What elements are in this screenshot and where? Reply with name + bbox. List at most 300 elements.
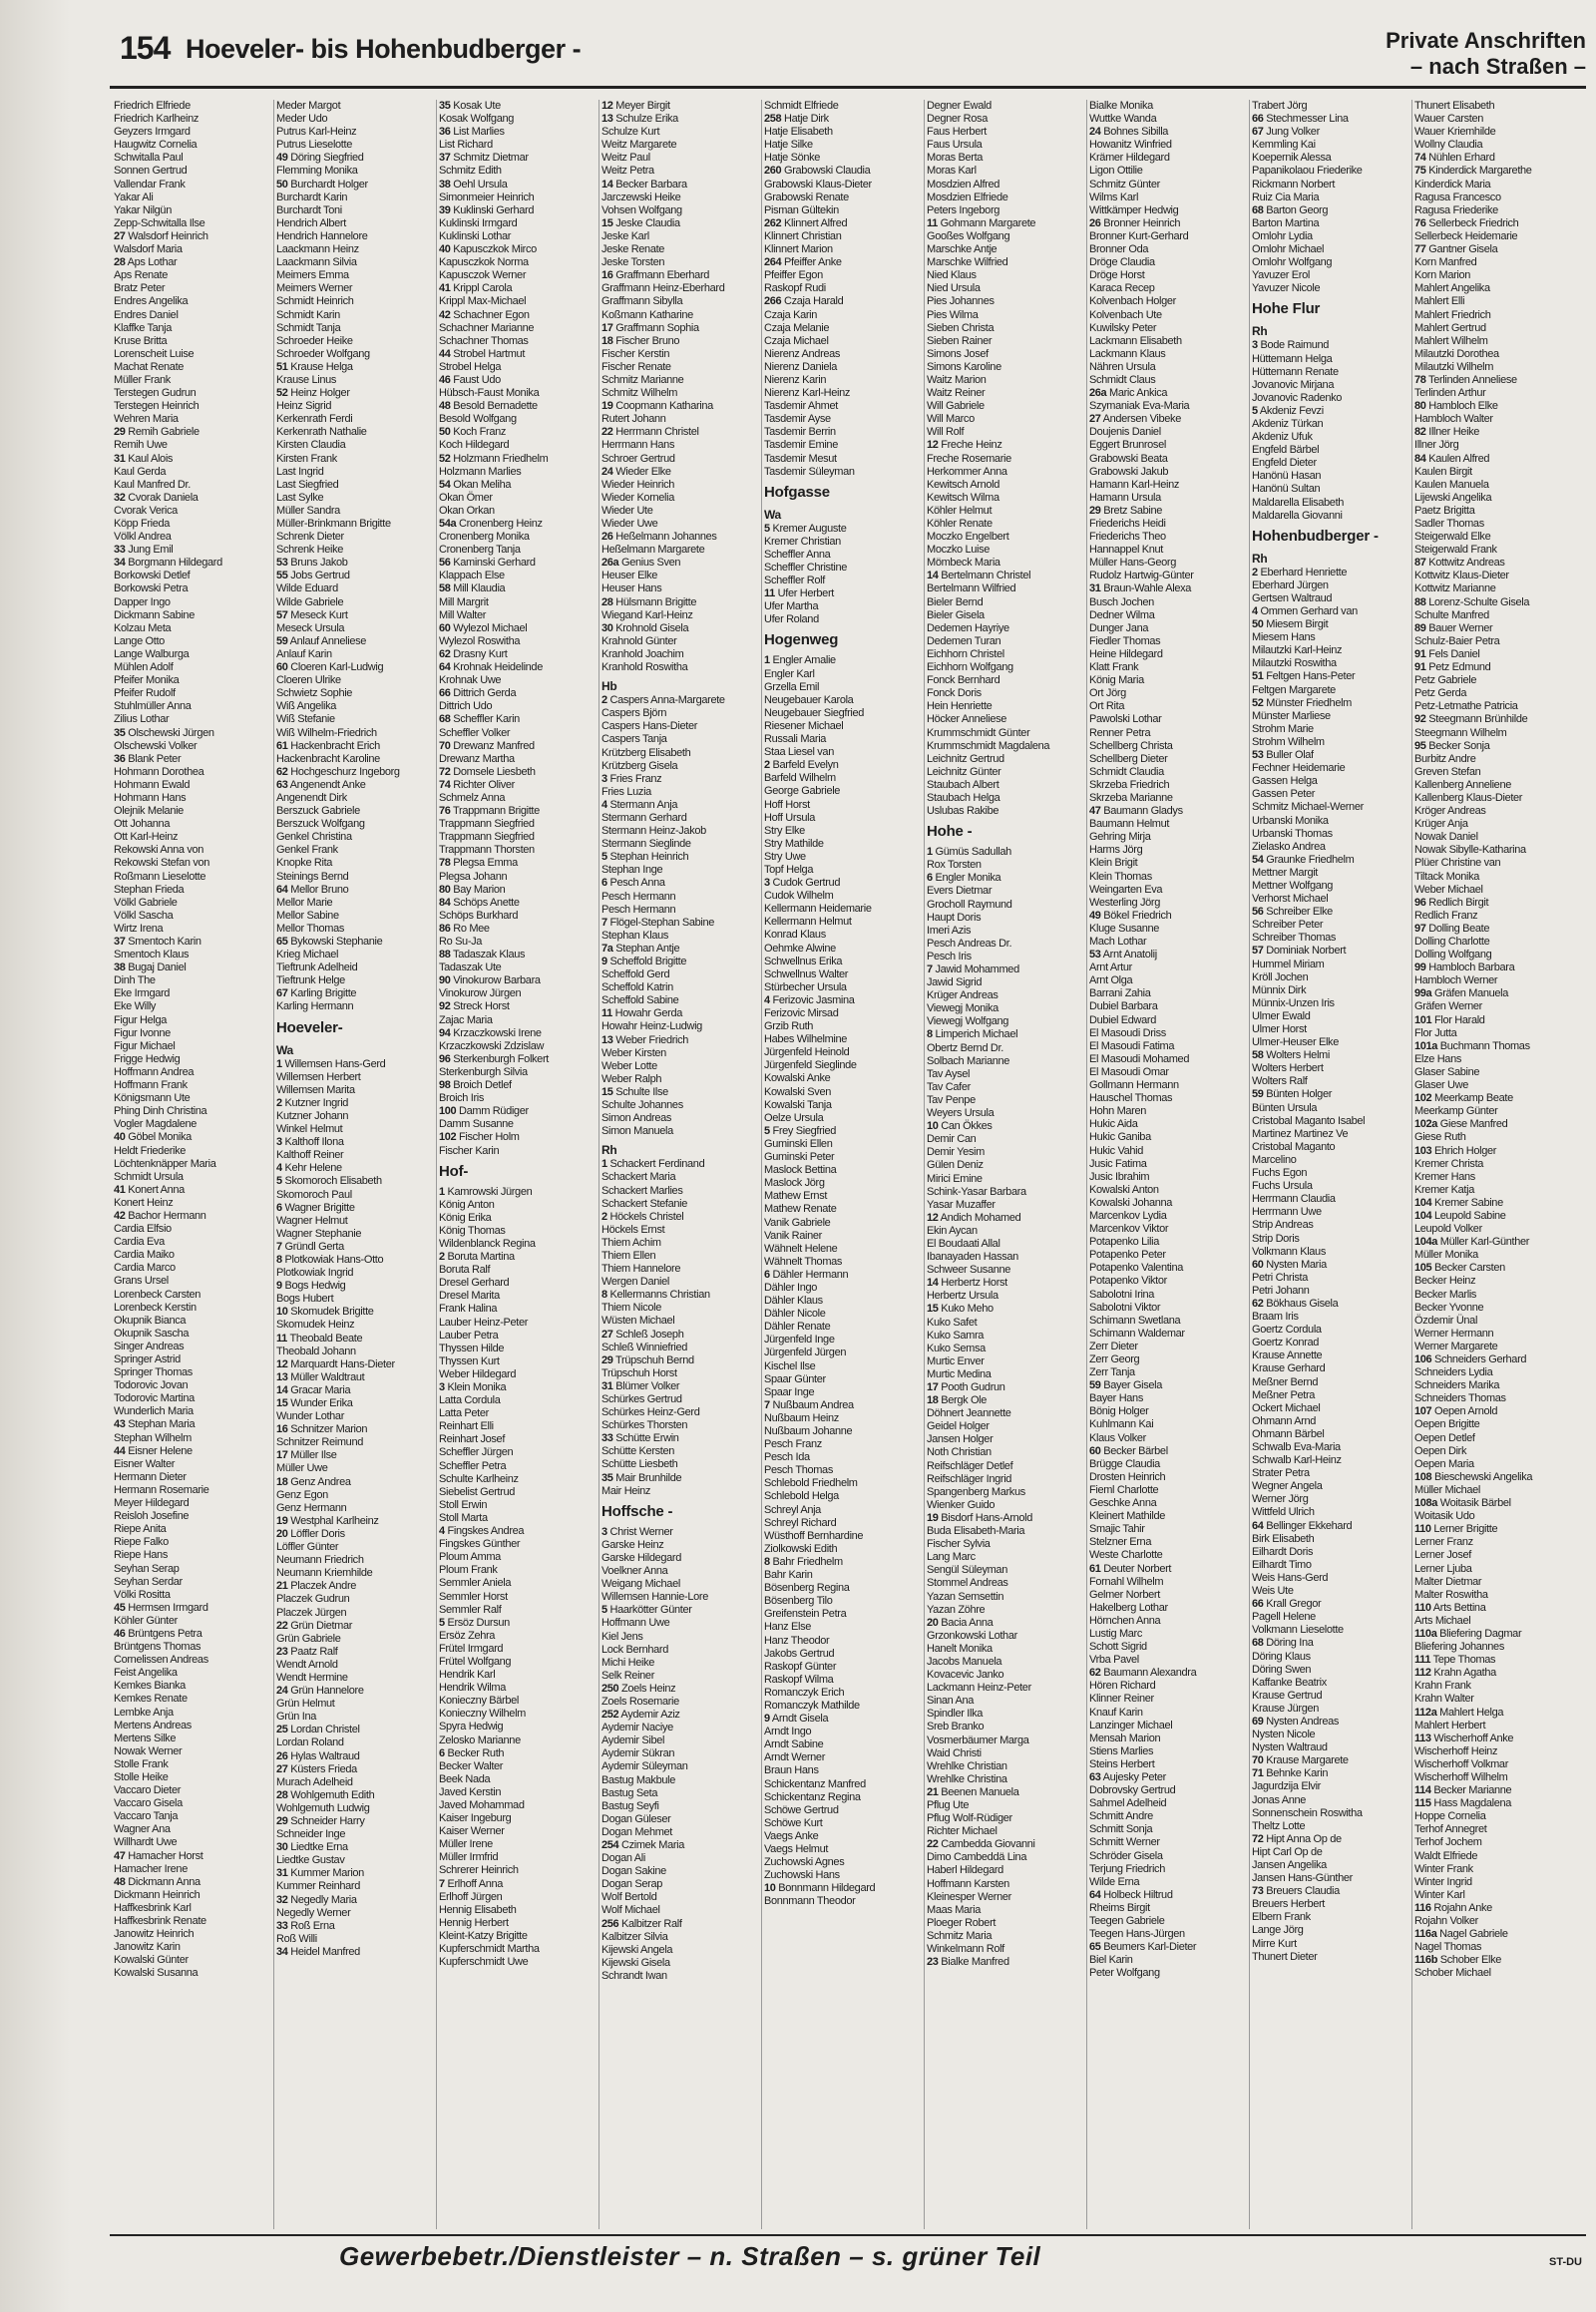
house-number: 67	[1252, 126, 1264, 139]
house-number: 14	[276, 1383, 288, 1396]
house-number: 60	[439, 621, 451, 634]
listing-entry: Barrani Zahia	[1089, 987, 1151, 1000]
listing-entry	[276, 557, 438, 570]
resident-name: Streck Horst	[450, 1000, 510, 1013]
listing-entry: Schmidt Claus	[1089, 373, 1156, 386]
listing-entry: Waldt Elfriede	[1414, 1849, 1478, 1862]
house-number: 45	[114, 1601, 126, 1614]
section-title-line2: – nach Straßen –	[1409, 54, 1586, 79]
house-number: 25	[276, 1724, 288, 1736]
house-number: 71	[1252, 1767, 1264, 1780]
listing-entry: Nysten Nicole	[1252, 1729, 1316, 1741]
listing-entry: Sieben Rainer	[927, 334, 993, 347]
listing-entry: Genkel Christina	[276, 831, 352, 844]
listing-entry	[276, 1724, 438, 1736]
listing-entry: Ro Su-Ja	[439, 936, 483, 948]
resident-name: Akdeniz Fevzi	[1257, 404, 1324, 417]
listing-entry: Ott Johanna	[114, 818, 171, 831]
listing-entry	[276, 1358, 438, 1371]
listing-entry: Krieg Michael	[276, 949, 339, 962]
listing-entry: Hannappel Knut	[1089, 544, 1163, 557]
listing-entry: Hein Henriette	[927, 700, 993, 713]
resident-name: Czimek Maria	[618, 1839, 685, 1851]
listing-entry: Wagner Ana	[114, 1823, 171, 1836]
house-number: 59	[276, 634, 288, 647]
house-number: 116	[1414, 1901, 1431, 1914]
listing-entry: Smajic Tahir	[1089, 1523, 1145, 1536]
listing-entry	[1414, 1236, 1576, 1249]
listing-entry: Jusic Ibrahim	[1089, 1170, 1150, 1183]
listing-entry: Latta Cordula	[439, 1394, 501, 1407]
house-number: 33	[601, 1432, 613, 1445]
resident-name: Illner Heike	[1425, 426, 1480, 439]
resident-name: Jung Volker	[1263, 126, 1320, 139]
listing-entry: Grün Gabriele	[276, 1632, 341, 1645]
listing-entry: Vosmerbäumer Marga	[927, 1734, 1029, 1746]
listing-entry	[276, 779, 438, 792]
listing-entry	[114, 1876, 275, 1889]
listing-entry: Thiem Hannelore	[601, 1263, 681, 1276]
house-number: 30	[601, 621, 613, 634]
listing-entry: Trabert Jörg	[1252, 100, 1308, 112]
listing-entry: Figur Helga	[114, 1013, 168, 1026]
listing-entry: Arndt Ingo	[764, 1726, 812, 1738]
listing-entry: Krause Annette	[1252, 1349, 1323, 1362]
house-number: 1	[764, 654, 770, 667]
house-number: 66	[439, 687, 451, 700]
listing-entry	[439, 1525, 600, 1538]
listing-entry: Javed Mohammad	[439, 1799, 525, 1811]
listing-entry	[439, 648, 600, 661]
listing-entry: El Masoudi Omar	[1089, 1065, 1169, 1078]
listing-entry	[1089, 1563, 1251, 1576]
district-code: Wa	[764, 507, 781, 522]
house-number: 52	[276, 387, 288, 400]
listing-entry	[1414, 897, 1576, 910]
listing-columns	[114, 100, 1590, 2229]
listing-entry	[601, 1709, 763, 1722]
listing-entry	[114, 1628, 275, 1641]
listing-entry: Schober Michael	[1414, 1967, 1491, 1980]
house-number: 75	[1414, 165, 1426, 178]
resident-name: Lerner Brigitte	[1430, 1523, 1498, 1536]
house-number: 29	[276, 1815, 288, 1827]
house-number: 13	[601, 1033, 613, 1046]
listing-entry: Renner Petra	[1089, 726, 1151, 739]
listing-entry: Hatje Elisabeth	[764, 126, 833, 139]
listing-entry	[1414, 426, 1576, 439]
listing-entry	[1414, 962, 1576, 974]
listing-entry: Fiedler Thomas	[1089, 634, 1161, 647]
listing-entry: Mertens Andreas	[114, 1719, 192, 1732]
resident-name: Eberhard Henriette	[1257, 566, 1348, 578]
listing-entry: Kemkes Renate	[114, 1693, 188, 1706]
house-number: 264	[764, 256, 782, 269]
listing-entry: Herbertz Ursula	[927, 1290, 998, 1303]
listing-entry: Wischerhoff Wilhelm	[1414, 1771, 1508, 1783]
listing-entry: Breuers Herbert	[1252, 1898, 1326, 1911]
listing-entry: Siebelist Gertrud	[439, 1485, 515, 1498]
house-number: 86	[439, 922, 451, 935]
listing-entry: Müller Sandra	[276, 504, 340, 517]
resident-name: Damm Rüdiger	[456, 1105, 529, 1118]
listing-entry: Wieder Ute	[601, 504, 653, 517]
listing-entry: Westerling Jörg	[1089, 896, 1160, 909]
listing-entry: Skomoroch Paul	[276, 1188, 352, 1201]
listing-entry: Hoppe Cornelia	[1414, 1810, 1486, 1823]
resident-name: Bronner Heinrich	[1100, 216, 1181, 229]
listing-entry: Obertz Bernd Dr.	[927, 1041, 1003, 1054]
listing-entry: Mühlen Adolf	[114, 661, 174, 674]
listing-entry	[276, 1280, 438, 1293]
listing-entry: Mill Walter	[439, 608, 487, 621]
listing-entry: Marcelino	[1252, 1153, 1297, 1166]
listing-entry: Bösenberg Tilo	[764, 1595, 833, 1608]
listing-entry: Gooßes Wolfgang	[927, 229, 1010, 242]
listing-entry: Dolling Charlotte	[1414, 936, 1490, 948]
listing-entry: Krippl Max-Michael	[439, 295, 527, 308]
house-number: 8	[276, 1253, 282, 1266]
listing-entry: Kröll Jochen	[1252, 970, 1309, 983]
resident-name: Haarkötter Günter	[606, 1604, 692, 1617]
listing-entry: Cornelissen Andreas	[114, 1654, 208, 1667]
house-number: 3	[1252, 339, 1258, 352]
listing-entry	[601, 1158, 763, 1171]
house-number: 110	[1414, 1601, 1431, 1614]
listing-entry: Schmitz Wilhelm	[601, 387, 678, 400]
listing-entry: Papanikolaou Friederike	[1252, 165, 1363, 178]
listing-entry: Wunderlich Maria	[114, 1405, 194, 1418]
resident-name: Ufer Herbert	[774, 587, 834, 600]
listing-entry: Kiel Jens	[601, 1630, 643, 1643]
listing-entry: Hatje Sönke	[764, 152, 821, 165]
listing-entry: Stry Uwe	[764, 850, 806, 863]
house-number: 52	[439, 452, 451, 465]
listing-entry: Pisman Gültekin	[764, 203, 839, 216]
listing-entry: Romanczyk Mathilde	[764, 1699, 860, 1712]
listing-entry: Wienker Guido	[927, 1498, 996, 1511]
house-number: 56	[439, 557, 451, 570]
listing-entry: Bertelmann Wilfried	[927, 582, 1016, 595]
listing-entry	[439, 740, 600, 753]
house-number: 18	[601, 334, 613, 347]
house-number: 54	[439, 478, 451, 491]
listing-entry	[439, 1131, 600, 1144]
resident-name: Grabowski Claudia	[781, 165, 871, 178]
listing-entry	[1414, 243, 1576, 256]
house-number: 29	[601, 1353, 613, 1366]
resident-name: Drasny Kurt	[450, 647, 508, 660]
listing-entry: Bronner Oda	[1089, 243, 1149, 256]
house-number: 31	[114, 452, 126, 465]
house-number: 46	[114, 1627, 126, 1640]
house-number: 60	[276, 661, 288, 674]
listing-entry: Cristobal Maganto	[1252, 1140, 1336, 1153]
listing-entry: Dedemen Turan	[927, 634, 1001, 647]
listing-entry: Dubiel Barbara	[1089, 1000, 1158, 1013]
listing-entry	[927, 439, 1088, 452]
listing-entry: Wieder Uwe	[601, 518, 658, 530]
resident-name: Ehrich Holger	[1431, 1144, 1497, 1157]
house-number: 31	[1089, 582, 1101, 595]
listing-entry	[764, 1269, 926, 1282]
listing-entry: Glaser Uwe	[1414, 1079, 1468, 1092]
resident-name: Bachor Hermann	[125, 1209, 206, 1222]
listing-entry	[1089, 1379, 1251, 1392]
house-number: 6	[276, 1201, 282, 1214]
listing-entry: Kleinesper Werner	[927, 1890, 1011, 1903]
resident-name: Barton Georg	[1263, 203, 1329, 216]
listing-entry: Wergen Daniel	[601, 1276, 670, 1289]
house-number: 68	[1252, 203, 1264, 216]
listing-entry	[1252, 567, 1413, 579]
listing-entry	[439, 282, 600, 295]
listing-entry: Klaus Volker	[1089, 1431, 1146, 1444]
listing-entry: Weste Charlotte	[1089, 1549, 1163, 1562]
listing-entry: Lock Bernhard	[601, 1643, 668, 1656]
resident-name: Ersöz Dursun	[444, 1616, 510, 1629]
house-number: 11	[601, 1007, 612, 1020]
resident-name: Fischer Holm	[456, 1131, 520, 1144]
listing-entry: Schulz-Baier Petra	[1414, 634, 1500, 647]
listing-entry: Müller-Brinkmann Brigitte	[276, 518, 391, 530]
listing-entry: Nierenz Daniela	[764, 360, 838, 373]
house-number: 49	[276, 152, 288, 165]
listing-entry: Grabowski Jakub	[1089, 465, 1169, 478]
listing-entry: Schreyl Richard	[764, 1516, 837, 1529]
listing-entry: Berszuck Gabriele	[276, 805, 360, 818]
listing-entry: Drewanz Martha	[439, 752, 515, 765]
listing-entry: Garske Heinz	[601, 1538, 664, 1551]
listing-entry: Rojahn Volker	[1414, 1915, 1478, 1928]
house-number: 78	[439, 857, 451, 870]
listing-entry: Korn Marion	[1414, 269, 1471, 282]
resident-name: Heinz Holger	[287, 387, 350, 400]
house-number: 54	[1252, 853, 1264, 866]
listing-entry: Kirsten Claudia	[276, 439, 346, 452]
listing-entry: Semmler Ralf	[439, 1603, 502, 1616]
listing-entry	[764, 994, 926, 1007]
listing-entry: Riepe Falko	[114, 1536, 169, 1549]
listing-entry: Last Ingrid	[276, 465, 324, 478]
house-number: 8	[927, 1028, 933, 1041]
listing-entry: Yazan Zöhre	[927, 1603, 986, 1616]
house-number: 23	[927, 1956, 939, 1969]
house-number: 107	[1414, 1405, 1432, 1418]
listing-entry: Wendt Hermine	[276, 1671, 348, 1684]
listing-entry: Konieczny Wilhelm	[439, 1708, 526, 1721]
listing-entry: Todorovic Jovan	[114, 1379, 189, 1392]
listing-entry: Heuser Elke	[601, 570, 658, 582]
listing-entry: Mathew Renate	[764, 1203, 837, 1216]
listing-entry: Seyhan Serap	[114, 1562, 180, 1575]
listing-entry: Goertz Konrad	[1252, 1337, 1319, 1349]
listing-entry: Schulte Karlheinz	[439, 1472, 519, 1485]
house-number: 116b	[1414, 1954, 1438, 1967]
listing-entry: Hohmann Hans	[114, 791, 187, 804]
listing-entry: Köpp Frieda	[114, 518, 171, 530]
listing-entry: Hauschel Thomas	[1089, 1092, 1173, 1105]
listing-entry: Eilhardt Timo	[1252, 1558, 1312, 1571]
house-number: 59	[1089, 1379, 1101, 1392]
listing-entry	[1252, 906, 1413, 919]
listing-entry: Degner Ewald	[927, 100, 992, 112]
resident-name: Schmitz Dietmar	[450, 152, 529, 165]
listing-entry: Fischer Sylvia	[927, 1538, 991, 1551]
resident-name: List Marlies	[450, 126, 505, 139]
listing-entry	[276, 609, 438, 622]
listing-entry: Grabowski Klaus-Dieter	[764, 178, 872, 191]
listing-entry: Waid Christi	[927, 1746, 982, 1759]
resident-name: Buller Olaf	[1263, 749, 1314, 762]
listing-entry	[439, 179, 600, 192]
listing-entry: Selk Reiner	[601, 1669, 655, 1682]
resident-name: Bertelmann Christel	[938, 570, 1031, 582]
listing-entry	[1414, 1471, 1576, 1484]
resident-name: Beumers Karl-Dieter	[1100, 1941, 1197, 1954]
listing-entry: Harms Jörg	[1089, 844, 1143, 857]
listing-entry: Lange Walburga	[114, 647, 190, 660]
resident-name: Wohlgemuth Edith	[287, 1788, 375, 1801]
listing-entry: Kleinert Mathilde	[1089, 1510, 1165, 1523]
listing-entry	[439, 374, 600, 387]
listing-entry: Strip Doris	[1252, 1232, 1300, 1245]
resident-name: Müller Karl-Günther	[1437, 1236, 1530, 1249]
listing-entry: Schroer Gertrud	[601, 452, 675, 465]
resident-name: Bellinger Ekkehard	[1263, 1519, 1353, 1532]
listing-entry	[1414, 1523, 1576, 1536]
listing-entry: Kowalski Johanna	[1089, 1196, 1173, 1209]
house-number: 46	[439, 373, 451, 386]
house-number: 76	[439, 805, 451, 818]
listing-entry: Stermann Sieglinde	[601, 838, 691, 851]
resident-name: Terlinden Anneliese	[1425, 373, 1517, 386]
listing-entry: König Erika	[439, 1211, 492, 1224]
listing-column	[276, 100, 438, 2229]
house-number: 258	[764, 113, 782, 126]
listing-entry: Bieler Bernd	[927, 595, 984, 608]
house-number: 4	[276, 1162, 282, 1175]
house-number: 21	[276, 1580, 288, 1593]
house-number: 2	[764, 759, 770, 772]
house-number: 104	[1414, 1196, 1432, 1209]
listing-entry	[114, 256, 275, 269]
house-number: 3	[439, 1381, 445, 1393]
listing-entry: Stephan Frieda	[114, 883, 185, 896]
listing-entry: Höckels Ernst	[601, 1223, 665, 1236]
house-number: 57	[276, 608, 288, 621]
listing-entry: Sterkenburgh Silvia	[439, 1065, 528, 1078]
house-number: 14	[601, 178, 613, 191]
listing-entry: Kellermann Heidemarie	[764, 903, 872, 916]
listing-entry: Reifschläger Ingrid	[927, 1472, 1012, 1485]
listing-entry: Caspers Björn	[601, 707, 667, 720]
listing-entry: Woitasik Udo	[1414, 1510, 1475, 1523]
listing-entry: Wrehlke Christian	[927, 1759, 1007, 1772]
listing-entry: Bratz Peter	[114, 282, 166, 295]
listing-entry	[439, 309, 600, 322]
listing-entry: Buda Elisabeth-Maria	[927, 1525, 1025, 1538]
listing-entry: Köhler Helmut	[927, 504, 993, 517]
listing-entry: Plegsa Johann	[439, 870, 508, 883]
resident-name: Bliefering Dagmar	[1436, 1627, 1522, 1640]
resident-name: Holzmann Friedhelm	[450, 452, 549, 465]
listing-entry	[439, 1381, 600, 1394]
resident-name: Arnt Anatolij	[1100, 949, 1157, 962]
house-number: 2	[439, 1251, 445, 1264]
resident-name: Mill Klaudia	[450, 582, 506, 595]
listing-entry: Neumann Friedrich	[276, 1554, 364, 1567]
listing-entry: Hummel Miriam	[1252, 958, 1325, 970]
house-number: 6	[601, 877, 607, 890]
listing-entry: Feltgen Margarete	[1252, 683, 1336, 696]
listing-entry	[927, 1120, 1088, 1133]
listing-entry: Dunger Jana	[1089, 621, 1149, 634]
listing-entry: Putrus Lieselotte	[276, 139, 352, 152]
listing-entry	[439, 100, 600, 113]
listing-entry: Spangenberg Markus	[927, 1485, 1025, 1498]
listing-entry: Milautzki Wilhelm	[1414, 360, 1494, 373]
resident-name: Bonnmann Hildegard	[775, 1882, 876, 1895]
listing-entry: Hamacher Irene	[114, 1862, 188, 1875]
resident-name: Trüpschuh Bernd	[612, 1353, 694, 1366]
resident-name: Grün Dietmar	[287, 1619, 353, 1632]
resident-name: Lorenz-Schulte Gisela	[1425, 595, 1530, 608]
listing-entry: Vallendar Frank	[114, 178, 186, 191]
listing-entry: Kinderdick Maria	[1414, 178, 1491, 191]
listing-entry: Tasdemir Ahmet	[764, 400, 838, 413]
listing-entry: El Masoudi Driss	[1089, 1026, 1166, 1039]
listing-entry: Schleß Winniefried	[601, 1341, 688, 1353]
resident-name: Stephan Heinrich	[606, 851, 689, 864]
listing-entry: Garske Hildegard	[601, 1551, 681, 1564]
listing-entry	[439, 1747, 600, 1760]
listing-entry	[276, 1476, 438, 1489]
listing-entry	[1414, 596, 1576, 609]
listing-entry: Yakar Nilgün	[114, 203, 172, 216]
listing-entry: Genz Egon	[276, 1488, 328, 1501]
resident-name: Howahr Gerda	[611, 1007, 682, 1020]
listing-entry: Pesch Franz	[764, 1438, 822, 1451]
listing-entry: Peter Wolfgang	[1089, 1967, 1160, 1980]
listing-entry: Wildenblanck Regina	[439, 1237, 536, 1250]
listing-entry	[927, 1786, 1088, 1799]
listing-entry: Jacobs Manuela	[927, 1655, 1002, 1668]
listing-entry	[1414, 1118, 1576, 1131]
listing-entry	[439, 661, 600, 674]
listing-entry: Grzib Ruth	[764, 1020, 814, 1033]
listing-entry: Weber Kirsten	[601, 1046, 666, 1059]
listing-entry: Howanitz Winfried	[1089, 139, 1172, 152]
house-number: 41	[114, 1183, 126, 1196]
listing-entry: Kallenberg Klaus-Dieter	[1414, 791, 1523, 804]
listing-entry: Sabolotni Irina	[1089, 1288, 1155, 1301]
listing-entry	[1414, 1707, 1576, 1720]
resident-name: Dickmann Anna	[125, 1875, 200, 1888]
listing-entry: Stermann Gerhard	[601, 811, 687, 824]
listing-entry	[1414, 740, 1576, 753]
house-number: 105	[1414, 1262, 1432, 1275]
resident-name: Nysten Andreas	[1263, 1715, 1340, 1728]
listing-entry: Todorovic Martina	[114, 1392, 195, 1405]
listing-entry: Frigge Hedwig	[114, 1052, 181, 1065]
listing-entry: List Richard	[439, 139, 493, 152]
listing-entry: Ragusa Francesco	[1414, 191, 1501, 203]
listing-entry: Scheffler Christine	[764, 562, 848, 574]
listing-entry: Murach Adelheid	[276, 1775, 353, 1788]
listing-entry: Dimo Cambeddä Lina	[927, 1851, 1027, 1864]
listing-entry	[439, 1878, 600, 1891]
